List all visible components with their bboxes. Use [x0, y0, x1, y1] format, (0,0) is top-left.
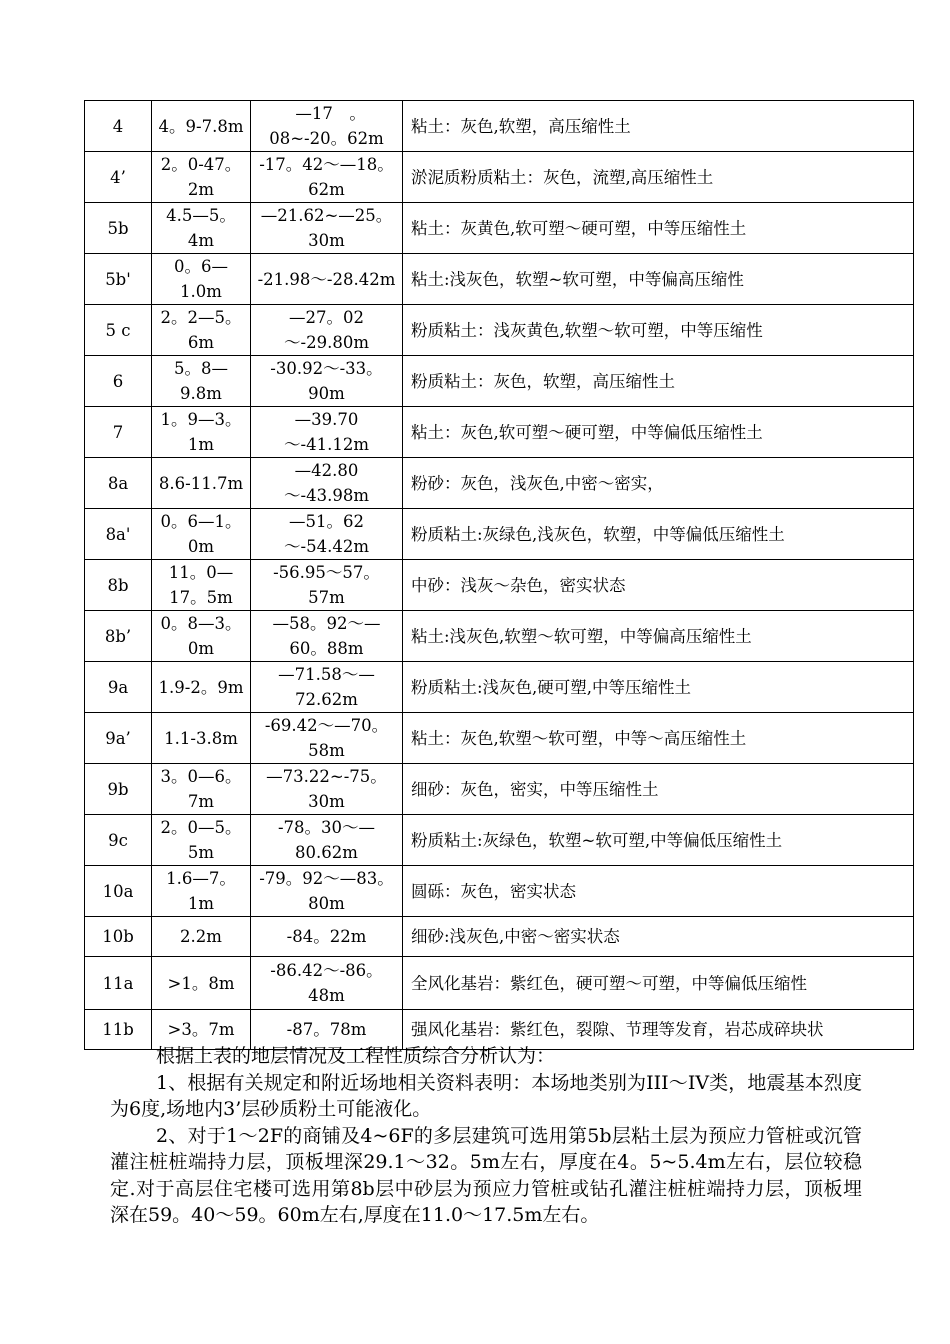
- layer-cell: 4’: [85, 152, 152, 203]
- table-row: [85, 917, 914, 957]
- layer-cell: 10b: [85, 917, 152, 957]
- table-row: [85, 152, 914, 203]
- elevation-cell: —21.62~—25。30m: [251, 203, 403, 254]
- description-cell: 粉质粘土:灰绿色，软塑~软可塑,中等偏低压缩性土: [403, 815, 914, 866]
- layer-cell: 9a: [85, 662, 152, 713]
- description-cell: 粉质粘土:灰绿色,浅灰色，软塑，中等偏低压缩性土: [403, 509, 914, 560]
- thickness-cell: 5。8—9.8m: [152, 356, 251, 407]
- table-row: [85, 305, 914, 356]
- analysis-point-2: 2、对于1～2F的商铺及4~6F的多层建筑可选用第5b层粘土层为预应力管桩或沉管灌注桩桩端持力层，顶板埋深29.1～32。5m左右，厚度在4。5~5.4m左右，层位较稳定.对于高层住宅楼可选用第8b层中砂层为预应力管桩或钻孔灌注桩桩端持力层，顶板埋深在59。40～59。60m左右,厚度在11.0～17.5m左右。: [110, 1124, 862, 1226]
- description-cell: 细砂：灰色，密实，中等压缩性土: [403, 764, 914, 815]
- elevation-cell: -87。78m: [251, 1010, 403, 1050]
- thickness-cell: >3。7m: [152, 1010, 251, 1050]
- thickness-cell: 8.6-11.7m: [152, 458, 251, 509]
- layer-cell: 8b: [85, 560, 152, 611]
- elevation-cell: —51。62～-54.42m: [251, 509, 403, 560]
- layer-cell: 8a': [85, 509, 152, 560]
- layer-cell: 11a: [85, 957, 152, 1010]
- description-cell: 粘土:浅灰色,软塑～软可塑，中等偏高压缩性土: [403, 611, 914, 662]
- thickness-cell: 2。2—5。6m: [152, 305, 251, 356]
- table-row: [85, 764, 914, 815]
- thickness-cell: 3。0—6。7m: [152, 764, 251, 815]
- description-cell: 全风化基岩：紫红色，硬可塑～可塑，中等偏低压缩性: [403, 957, 914, 1010]
- layer-cell: 5b': [85, 254, 152, 305]
- strata-table: [84, 100, 914, 1050]
- thickness-cell: 1。9—3。1m: [152, 407, 251, 458]
- table-row: [85, 957, 914, 1010]
- layer-cell: 6: [85, 356, 152, 407]
- table-row: [85, 662, 914, 713]
- description-cell: 粉砂：灰色，浅灰色,中密～密实，: [403, 458, 914, 509]
- description-cell: 强风化基岩：紫红色，裂隙、节理等发育，岩芯成碎块状: [403, 1010, 914, 1050]
- thickness-cell: 1.6—7。1m: [152, 866, 251, 917]
- description-cell: 粉质粘土:浅灰色,硬可塑,中等压缩性土: [403, 662, 914, 713]
- thickness-cell: 11。0—17。5m: [152, 560, 251, 611]
- analysis-section: [110, 1043, 862, 1229]
- layer-cell: 9b: [85, 764, 152, 815]
- table-row: [85, 356, 914, 407]
- thickness-cell: 2.2m: [152, 917, 251, 957]
- strata-table-body: [85, 101, 914, 1050]
- thickness-cell: 4。9-7.8m: [152, 101, 251, 152]
- table-row: [85, 713, 914, 764]
- thickness-cell: 2。0-47。2m: [152, 152, 251, 203]
- layer-cell: 7: [85, 407, 152, 458]
- elevation-cell: -56.95～57。57m: [251, 560, 403, 611]
- description-cell: 粉质粘土：浅灰黄色,软塑～软可塑，中等压缩性: [403, 305, 914, 356]
- table-row: [85, 254, 914, 305]
- description-cell: 细砂:浅灰色,中密～密实状态: [403, 917, 914, 957]
- description-cell: 圆砾：灰色，密实状态: [403, 866, 914, 917]
- analysis-intro: 根据上表的地层情况及工程性质综合分析认为：: [156, 1045, 556, 1067]
- description-cell: 粘土：灰色,软塑，高压缩性土: [403, 101, 914, 152]
- thickness-cell: 2。0—5。5m: [152, 815, 251, 866]
- description-cell: 粘土：灰黄色,软可塑～硬可塑，中等压缩性土: [403, 203, 914, 254]
- analysis-point-1: 1、根据有关规定和附近场地相关资料表明：本场地类别为III～IV类，地震基本烈度为6度,场地内3’层砂质粉土可能液化。: [110, 1071, 862, 1120]
- elevation-cell: —17 。 08~-20。62m: [251, 101, 403, 152]
- elevation-cell: -69.42～—70。58m: [251, 713, 403, 764]
- layer-cell: 8a: [85, 458, 152, 509]
- layer-cell: 11b: [85, 1010, 152, 1050]
- elevation-cell: —27。02～-29.80m: [251, 305, 403, 356]
- thickness-cell: 1.1-3.8m: [152, 713, 251, 764]
- description-cell: 粘土：灰色,软塑～软可塑，中等～高压缩性土: [403, 713, 914, 764]
- layer-cell: 9c: [85, 815, 152, 866]
- elevation-cell: —71.58～—72.62m: [251, 662, 403, 713]
- table-row: [85, 458, 914, 509]
- elevation-cell: —58。92～—60。88m: [251, 611, 403, 662]
- elevation-cell: —39.70～-41.12m: [251, 407, 403, 458]
- layer-cell: 5b: [85, 203, 152, 254]
- thickness-cell: 4.5—5。4m: [152, 203, 251, 254]
- elevation-cell: -78。30～—80.62m: [251, 815, 403, 866]
- elevation-cell: —73.22~-75。30m: [251, 764, 403, 815]
- table-row: [85, 866, 914, 917]
- elevation-cell: -79。92～—83。80m: [251, 866, 403, 917]
- elevation-cell: -30.92～-33。90m: [251, 356, 403, 407]
- thickness-cell: 1.9-2。9m: [152, 662, 251, 713]
- table-row: [85, 101, 914, 152]
- elevation-cell: -86.42～-86。48m: [251, 957, 403, 1010]
- thickness-cell: >1。8m: [152, 957, 251, 1010]
- elevation-cell: -21.98～-28.42m: [251, 254, 403, 305]
- table-row: [85, 815, 914, 866]
- description-cell: 粘土：灰色,软可塑～硬可塑，中等偏低压缩性土: [403, 407, 914, 458]
- description-cell: 中砂：浅灰～杂色，密实状态: [403, 560, 914, 611]
- thickness-cell: 0。8—3。0m: [152, 611, 251, 662]
- thickness-cell: 0。6—1.0m: [152, 254, 251, 305]
- elevation-cell: -84。22m: [251, 917, 403, 957]
- thickness-cell: 0。6—1。0m: [152, 509, 251, 560]
- table-row: [85, 560, 914, 611]
- description-cell: 粘土:浅灰色，软塑~软可塑，中等偏高压缩性: [403, 254, 914, 305]
- layer-cell: 4: [85, 101, 152, 152]
- description-cell: 淤泥质粉质粘土：灰色，流塑,高压缩性土: [403, 152, 914, 203]
- layer-cell: 8b’: [85, 611, 152, 662]
- elevation-cell: -17。42～—18。62m: [251, 152, 403, 203]
- table-row: [85, 407, 914, 458]
- table-row: [85, 509, 914, 560]
- table-row: [85, 611, 914, 662]
- table-row: [85, 203, 914, 254]
- layer-cell: 5 c: [85, 305, 152, 356]
- layer-cell: 10a: [85, 866, 152, 917]
- elevation-cell: —42.80～-43.98m: [251, 458, 403, 509]
- layer-cell: 9a’: [85, 713, 152, 764]
- description-cell: 粉质粘土：灰色，软塑，高压缩性土: [403, 356, 914, 407]
